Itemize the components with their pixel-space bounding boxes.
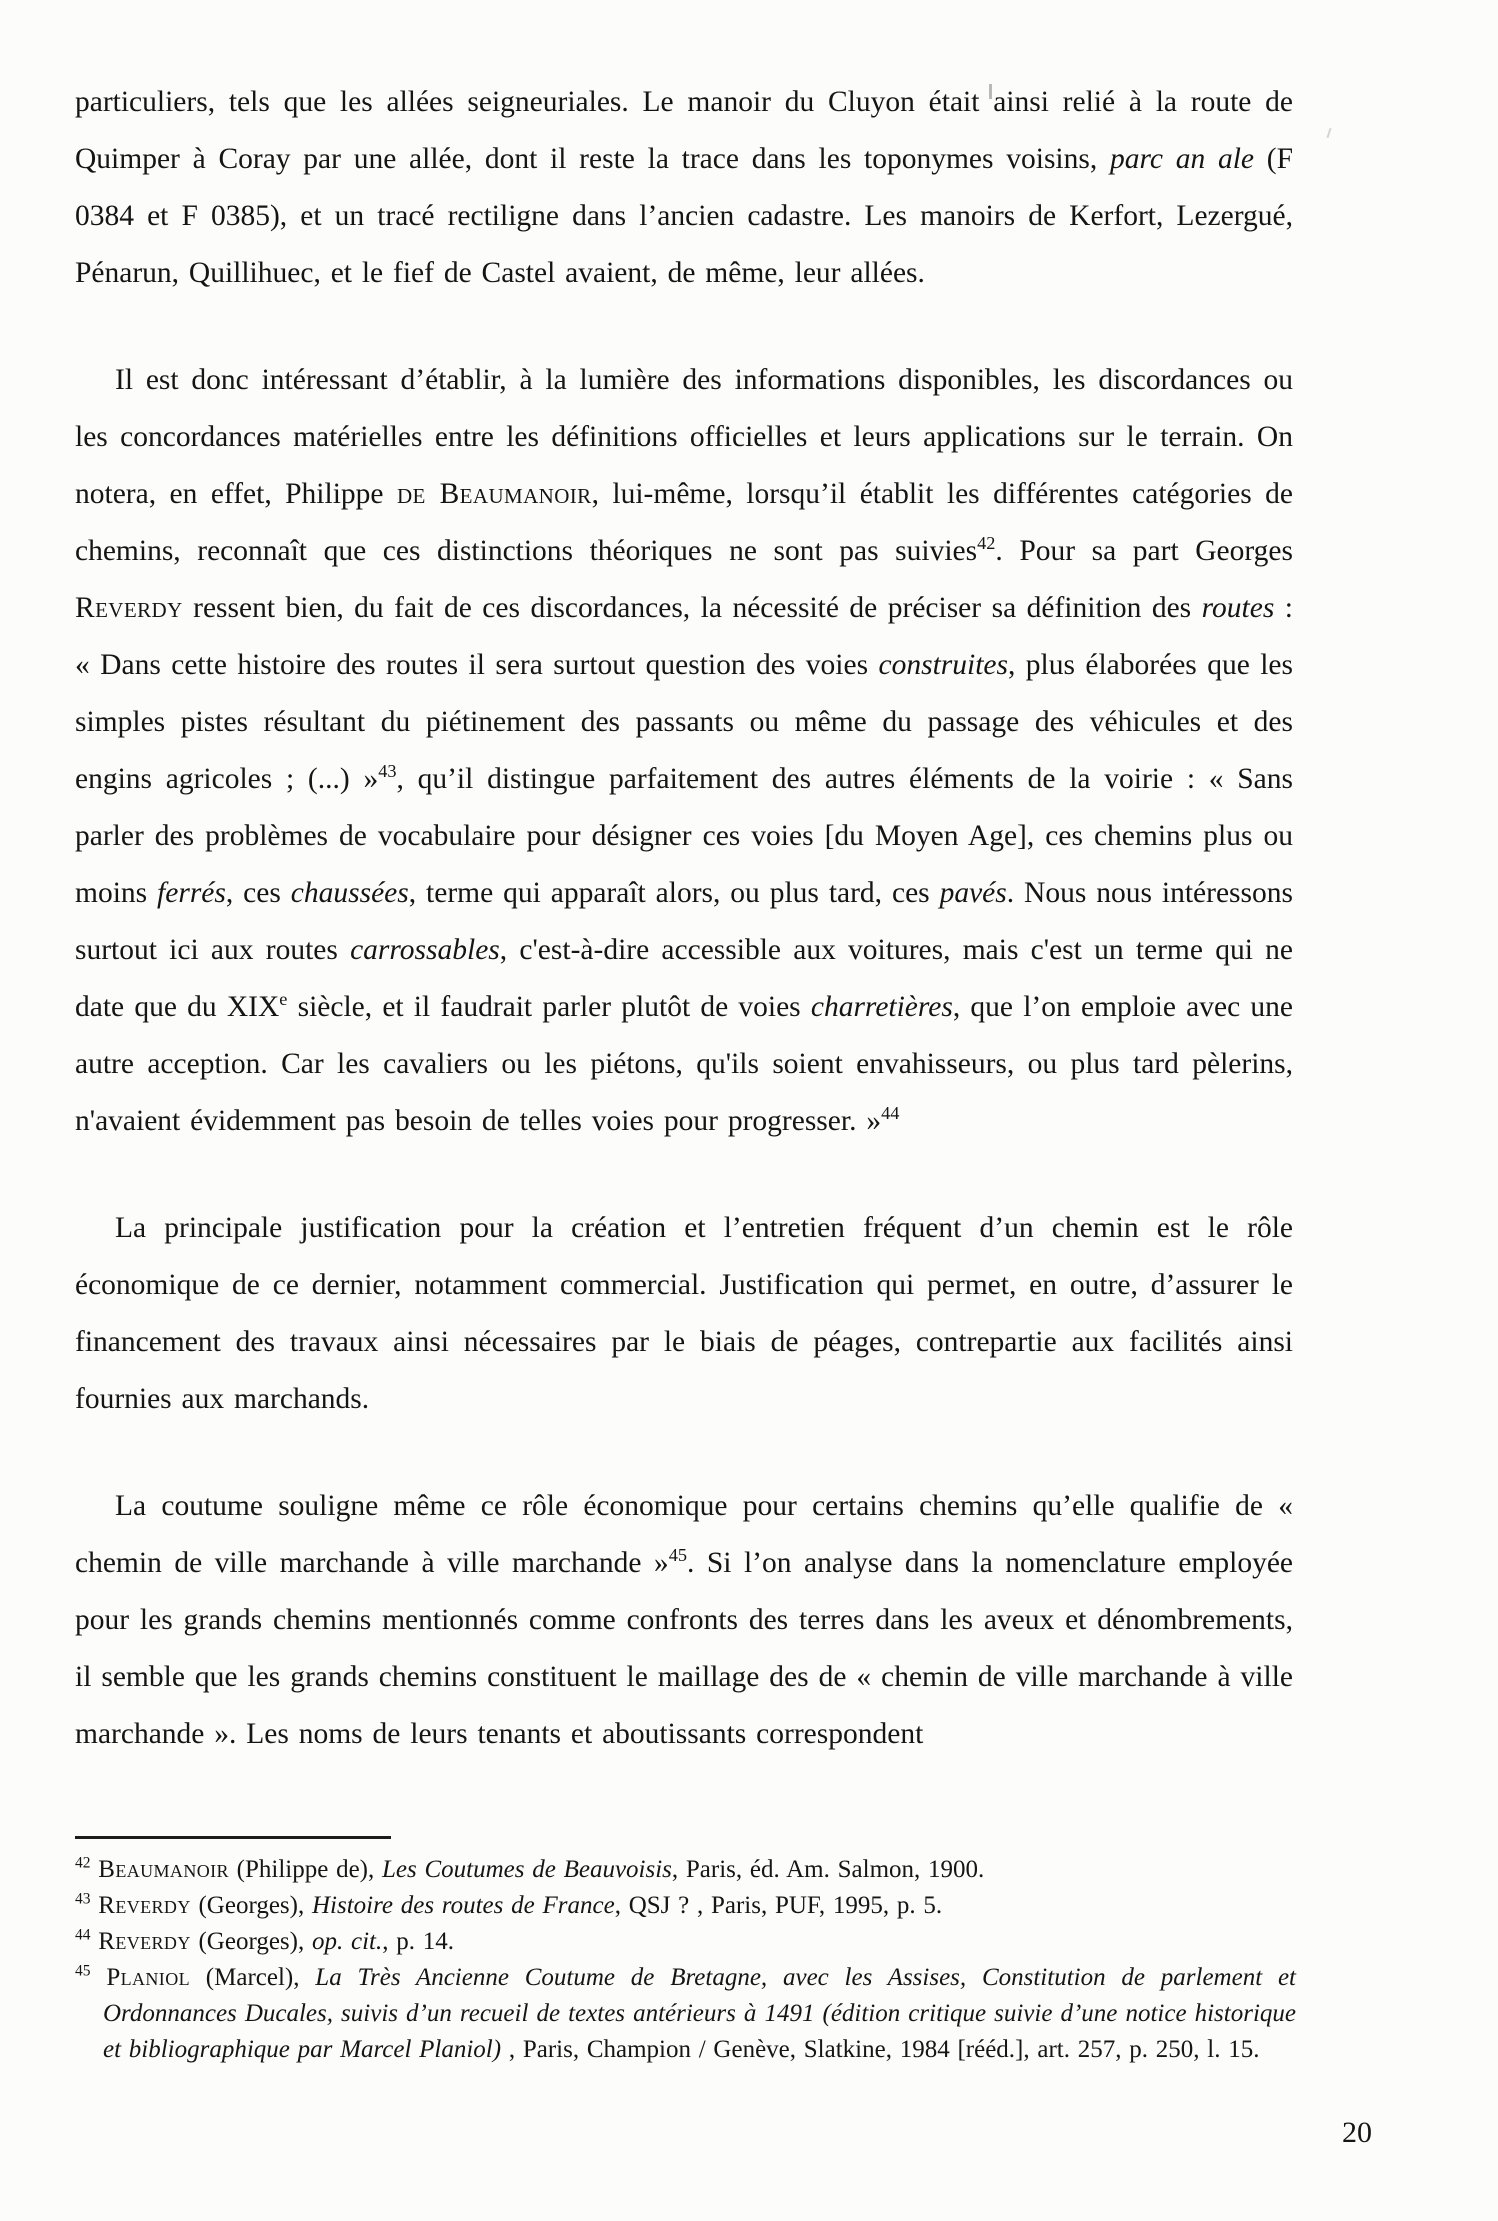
scan-artifact xyxy=(1327,128,1332,138)
italic-run: parc an ale xyxy=(1109,143,1254,175)
footnote-separator xyxy=(75,1836,391,1839)
italic-run: chaussées xyxy=(290,877,409,909)
superscript-ref: 42 xyxy=(977,533,996,554)
italic-run: carrossables xyxy=(350,934,500,966)
footnote-45: $^{45}$ Planiol (Marcel), La Très Ancienne Coutume de Bretagne, avec les Assises, Constitution de parlement et Ordonnances Ducales, suivis d’un recueil de textes antérieurs à 1491 (édition critique suivie d’une notice historique et bibliographique par Marcel Planiol) , Paris, Champion / Genève, Slatkine, 1984 [rééd.], art. 257, p. 250, l. 15. xyxy=(75,1962,1296,2063)
italic-run: Les Coutumes de Beauvoisis xyxy=(382,1856,672,1883)
superscript-ref: 44 xyxy=(881,1103,900,1124)
smallcaps-name: Reverdy xyxy=(98,1928,191,1955)
smallcaps-name: Reverdy xyxy=(98,1892,191,1919)
footnote-44: $^{44}$ Reverdy (Georges), op. cit., p. 14. xyxy=(75,1926,454,1955)
paragraph-4: La coutume souligne même ce rôle économique pour certains chemins qu’elle qualifie de « chemin de ville marchande à ville marchande »$^{45}$. Si l’on analyse dans la nomenclature employée pour les grands chemins mentionnés comme confronts des terres dans les aveux et dénombrements, il semble que les grands chemins constituent le maillage des de « chemin de ville marchande à ville marchande ». Les noms de leurs tenants et aboutissants correspondent xyxy=(75,1490,1294,1750)
smallcaps-name: Reverdy xyxy=(75,592,183,624)
superscript-ref: 42 xyxy=(75,1854,91,1872)
smallcaps-name: de Beaumanoir xyxy=(396,478,592,510)
footnotes xyxy=(75,1852,1296,2068)
italic-run: La Très Ancienne Coutume de Bretagne, avec les Assises, Constitution de parlement et Ordonnances Ducales, suivis d’un recueil de textes antérieurs à 1491 (édition critique suivie d’une notice historique et bibliographique par Marcel Planiol) xyxy=(103,1964,1296,2063)
paragraph-1: particuliers, tels que les allées seigneuriales. Le manoir du Cluyon était ainsi relié à la route de Quimper à Coray par une allée, dont il reste la trace dans les toponymes voisins, parc an ale (F 0384 et F 0385), et un tracé rectiligne dans l’ancien cadastre. Les manoirs de Kerfort, Lezergué, Pénarun, Quillihuec, et le fief de Castel avaient, de même, leur allées. xyxy=(75,86,1293,289)
italic-run: pavés xyxy=(939,877,1007,909)
paragraph-2: Il est donc intéressant d’établir, à la lumière des informations disponibles, les discordances ou les concordances matérielles entre les définitions officielles et leurs applications sur le terrain. On notera, en effet, Philippe de Beaumanoir, lui-même, lorsqu’il établit les différentes catégories de chemins, reconnaît que ces distinctions théoriques ne sont pas suivies$^{42}$. Pour sa part Georges Reverdy ressent bien, du fait de ces discordances, la nécessité de préciser sa définition des routes : « Dans cette histoire des routes il sera surtout question des voies construites, plus élaborées que les simples pistes résultant du piétinement des passants ou même du passage des véhicules et des engins agricoles ; (...) »$^{43}$, qu’il distingue parfaitement des autres éléments de la voirie : « Sans parler des problèmes de vocabulaire pour désigner ces voies [du Moyen Age], ces chemins plus ou moins ferrés, ces chaussées, terme qui apparaît alors, ou plus tard, ces pavés. Nous nous intéressons surtout ici aux routes carrossables, c'est-à-dire accessible aux voitures, mais c'est un terme qui ne date que du XIXe siècle, et il faudrait parler plutôt de voies charretières, que l’on emploie avec une autre acception. Car les cavaliers ou les piétons, qu'ils soient envahisseurs, ou plus tard pèlerins, n'avaient évidemment pas besoin de telles voies pour progresser. »$^{44}$ xyxy=(75,364,1293,1137)
italic-run: ferrés xyxy=(157,877,226,909)
superscript-ref: 45 xyxy=(668,1545,687,1566)
superscript-ref: 43 xyxy=(378,761,397,782)
italic-run: op. cit. xyxy=(311,1928,383,1955)
italic-run: Histoire des routes de France xyxy=(311,1892,615,1919)
footnote-42: $^{42}$ Beaumanoir (Philippe de), Les Coutumes de Beauvoisis, Paris, éd. Am. Salmon, 1900. xyxy=(75,1854,985,1883)
italic-run: charretières xyxy=(810,991,953,1023)
paragraph-3: La principale justification pour la création et l’entretien fréquent d’un chemin est le rôle économique de ce dernier, notamment commercial. Justification qui permet, en outre, d’assurer le financement des travaux ainsi nécessaires par le biais de péages, contrepartie aux facilités ainsi fournies aux marchands. xyxy=(75,1212,1293,1415)
smallcaps-name: Planiol xyxy=(106,1964,190,1991)
superscript-ref: 44 xyxy=(75,1926,91,1944)
footnote-43: $^{43}$ Reverdy (Georges), Histoire des routes de France, QSJ ? , Paris, PUF, 1995, p. 5. xyxy=(75,1890,943,1919)
superscript-ref: 45 xyxy=(75,1962,91,1980)
body-text xyxy=(75,74,1293,1763)
superscript-ref: 43 xyxy=(75,1890,91,1908)
superscript-ref: e xyxy=(279,989,288,1010)
italic-run: construites xyxy=(878,649,1008,681)
smallcaps-name: Beaumanoir xyxy=(98,1856,229,1883)
page-number: 20 xyxy=(1342,2116,1372,2149)
italic-run: routes xyxy=(1201,592,1275,624)
